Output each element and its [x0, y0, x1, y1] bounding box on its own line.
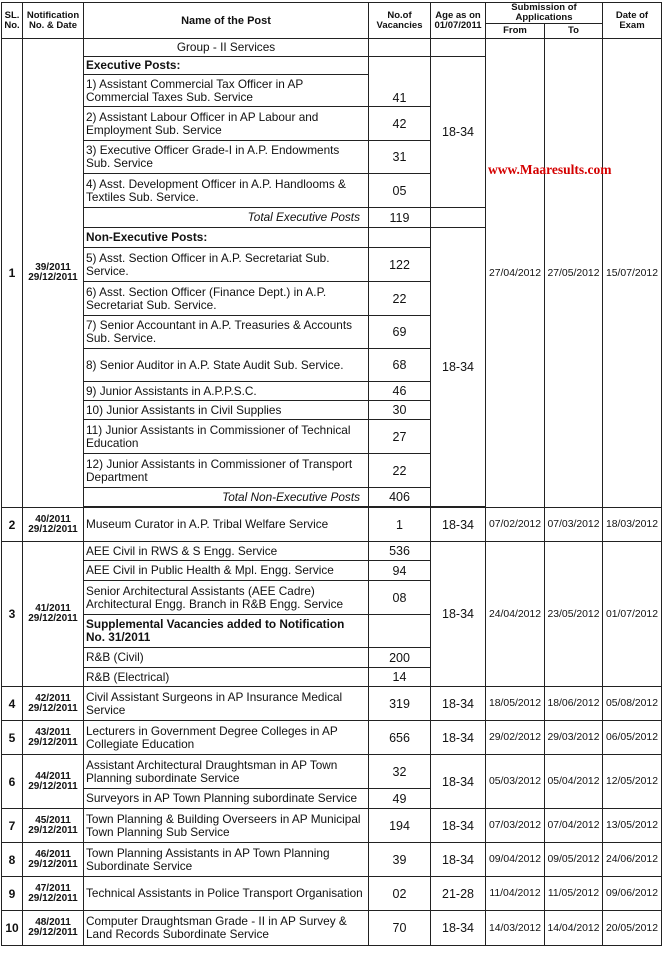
table-row — [2, 843, 662, 877]
post-name: Town Planning & Building Overseers in AP Municipal Town Planning Sub Service — [84, 809, 369, 843]
header-exam-date: Date of Exam — [603, 3, 662, 39]
from-date: 18/05/2012 — [486, 687, 545, 721]
vacancy-cell: 39 — [369, 843, 431, 877]
sl-cell: 10 — [2, 911, 23, 946]
vacancy-cell: 14 — [369, 668, 431, 687]
vacancy-cell: 41 — [369, 57, 431, 107]
header-vacancies: No.of Vacancies — [369, 3, 431, 39]
vacancy-cell: 22 — [369, 454, 431, 488]
vacancy-cell: 08 — [369, 581, 431, 615]
total-label: Total Executive Posts — [84, 208, 369, 228]
age-cell: 18-34 — [431, 228, 486, 507]
vacancy-cell: 194 — [369, 809, 431, 843]
to-date: 07/04/2012 — [545, 809, 603, 843]
post-name: 3) Executive Officer Grade-I in A.P. Endowments Sub. Service — [84, 141, 369, 174]
total-value: 406 — [369, 488, 431, 507]
vacancy-cell: 1 — [369, 508, 431, 542]
vacancy-cell: 22 — [369, 282, 431, 316]
header-notification: Notification No. & Date — [23, 3, 84, 39]
to-date: 11/05/2012 — [545, 877, 603, 911]
post-name: 8) Senior Auditor in A.P. State Audit Sub. Service. — [84, 349, 369, 382]
to-date: 23/05/2012 — [545, 542, 603, 687]
to-date: 27/05/2012 — [545, 39, 603, 508]
vacancy-cell: 02 — [369, 877, 431, 911]
from-date: 27/04/2012 — [486, 39, 545, 508]
post-name: Surveyors in AP Town Planning subordinate Service — [84, 789, 369, 809]
post-name: 11) Junior Assistants in Commissioner of Technical Education — [84, 420, 369, 454]
vacancy-cell: 05 — [369, 174, 431, 208]
empty-cell — [369, 615, 431, 648]
sl-cell: 7 — [2, 809, 23, 843]
group-title: Group - II Services — [84, 39, 369, 57]
exam-date: 01/07/2012 — [603, 542, 662, 687]
post-name: 9) Junior Assistants in A.P.P.S.C. — [84, 382, 369, 401]
post-name: 5) Asst. Section Officer in A.P. Secretariat Sub. Service. — [84, 248, 369, 282]
from-date: 24/04/2012 — [486, 542, 545, 687]
from-date: 05/03/2012 — [486, 755, 545, 809]
table-row — [2, 911, 662, 946]
header-submission: Submission of Applications — [486, 3, 603, 24]
post-name: 12) Junior Assistants in Commissioner of Transport Department — [84, 454, 369, 488]
empty-cell — [431, 208, 486, 228]
empty-cell — [431, 39, 486, 57]
to-date: 05/04/2012 — [545, 755, 603, 809]
table-row — [2, 542, 662, 561]
notification-cell: 45/2011 29/12/2011 — [23, 809, 84, 843]
post-name: AEE Civil in RWS & S Engg. Service — [84, 542, 369, 561]
table-row — [2, 721, 662, 755]
supplemental-title: Supplemental Vacancies added to Notification No. 31/2011 — [84, 615, 369, 648]
header-age: Age as on 01/07/2011 — [431, 3, 486, 39]
exam-date: 13/05/2012 — [603, 809, 662, 843]
post-name: Senior Architectural Assistants (AEE Cadre) Architectural Engg. Branch in R&B Engg. Service — [84, 581, 369, 615]
vacancy-cell: 68 — [369, 349, 431, 382]
exam-date: 20/05/2012 — [603, 911, 662, 946]
exam-date: 12/05/2012 — [603, 755, 662, 809]
post-name: 10) Junior Assistants in Civil Supplies — [84, 401, 369, 420]
total-value: 119 — [369, 208, 431, 228]
sl-cell: 6 — [2, 755, 23, 809]
post-name: R&B (Electrical) — [84, 668, 369, 687]
age-cell: 18-34 — [431, 508, 486, 542]
age-cell: 18-34 — [431, 542, 486, 687]
notification-cell: 39/2011 29/12/2011 — [23, 39, 84, 508]
exam-date: 06/05/2012 — [603, 721, 662, 755]
vacancy-cell: 27 — [369, 420, 431, 454]
from-date: 09/04/2012 — [486, 843, 545, 877]
vacancy-cell: 69 — [369, 316, 431, 349]
post-name: Technical Assistants in Police Transport Organisation — [84, 877, 369, 911]
age-cell: 18-34 — [431, 809, 486, 843]
table-row — [2, 809, 662, 843]
vacancy-cell: 32 — [369, 755, 431, 789]
empty-cell — [369, 39, 431, 57]
from-date: 29/02/2012 — [486, 721, 545, 755]
vacancy-cell: 319 — [369, 687, 431, 721]
vacancy-cell: 70 — [369, 911, 431, 946]
vacancy-cell: 536 — [369, 542, 431, 561]
age-cell: 18-34 — [431, 843, 486, 877]
to-date: 09/05/2012 — [545, 843, 603, 877]
notification-cell: 48/2011 29/12/2011 — [23, 911, 84, 946]
post-name: Lecturers in Government Degree Colleges in AP Collegiate Education — [84, 721, 369, 755]
to-date: 14/04/2012 — [545, 911, 603, 946]
from-date: 07/03/2012 — [486, 809, 545, 843]
to-date: 29/03/2012 — [545, 721, 603, 755]
sl-cell: 3 — [2, 542, 23, 687]
vacancy-cell: 30 — [369, 401, 431, 420]
post-name: 1) Assistant Commercial Tax Officer in AP Commercial Taxes Sub. Service — [84, 75, 369, 107]
vacancy-cell: 42 — [369, 107, 431, 141]
notification-cell: 42/2011 29/12/2011 — [23, 687, 84, 721]
sl-cell: 9 — [2, 877, 23, 911]
notification-cell: 43/2011 29/12/2011 — [23, 721, 84, 755]
sl-cell: 1 — [2, 39, 23, 508]
sl-cell: 5 — [2, 721, 23, 755]
table-row — [2, 755, 662, 789]
to-date: 07/03/2012 — [545, 508, 603, 542]
header-post-name: Name of the Post — [84, 3, 369, 39]
table-header-row — [2, 3, 662, 24]
notification-cell: 41/2011 29/12/2011 — [23, 542, 84, 687]
header-from: From — [486, 24, 545, 39]
table-row — [2, 687, 662, 721]
vacancy-cell: 49 — [369, 789, 431, 809]
notification-cell: 47/2011 29/12/2011 — [23, 877, 84, 911]
vacancy-cell: 200 — [369, 648, 431, 668]
from-date: 07/02/2012 — [486, 508, 545, 542]
post-name: 4) Asst. Development Officer in A.P. Handlooms & Textiles Sub. Service. — [84, 174, 369, 208]
age-cell: 18-34 — [431, 755, 486, 809]
vacancy-cell: 122 — [369, 248, 431, 282]
post-name: 2) Assistant Labour Officer in AP Labour and Employment Sub. Service — [84, 107, 369, 141]
notification-table — [1, 2, 662, 946]
total-label: Total Non-Executive Posts — [84, 488, 369, 507]
website-watermark: www.Maaresults.com — [488, 162, 612, 177]
exam-date: 24/06/2012 — [603, 843, 662, 877]
post-name: Town Planning Assistants in AP Town Planning Subordinate Service — [84, 843, 369, 877]
post-name: AEE Civil in Public Health & Mpl. Engg. Service — [84, 561, 369, 581]
notification-cell: 44/2011 29/12/2011 — [23, 755, 84, 809]
age-cell: 21-28 — [431, 877, 486, 911]
vacancy-cell: 31 — [369, 141, 431, 174]
from-date: 14/03/2012 — [486, 911, 545, 946]
notification-cell: 46/2011 29/12/2011 — [23, 843, 84, 877]
exam-date: 15/07/2012 — [603, 39, 662, 508]
vacancy-cell: 94 — [369, 561, 431, 581]
header-to: To — [545, 24, 603, 39]
post-name: R&B (Civil) — [84, 648, 369, 668]
vacancy-cell: 46 — [369, 382, 431, 401]
to-date: 18/06/2012 — [545, 687, 603, 721]
table-row — [2, 508, 662, 542]
sl-cell: 4 — [2, 687, 23, 721]
post-name: 7) Senior Accountant in A.P. Treasuries & Accounts Sub. Service. — [84, 316, 369, 349]
from-date: 11/04/2012 — [486, 877, 545, 911]
notification-cell: 40/2011 29/12/2011 — [23, 508, 84, 542]
age-cell: 18-34 — [431, 687, 486, 721]
table-row — [2, 39, 662, 57]
exam-date: 18/03/2012 — [603, 508, 662, 542]
exam-date: 05/08/2012 — [603, 687, 662, 721]
nonexec-posts-title: Non-Executive Posts: — [84, 228, 369, 248]
post-name: Computer Draughtsman Grade - II in AP Survey & Land Records Subordinate Service — [84, 911, 369, 946]
post-name: Civil Assistant Surgeons in AP Insurance Medical Service — [84, 687, 369, 721]
age-cell: 18-34 — [431, 57, 486, 208]
exec-posts-title: Executive Posts: — [84, 57, 369, 75]
post-name: Museum Curator in A.P. Tribal Welfare Service — [84, 508, 369, 542]
table-row — [2, 877, 662, 911]
empty-cell — [369, 228, 431, 248]
post-name: Assistant Architectural Draughtsman in AP Town Planning subordinate Service — [84, 755, 369, 789]
exam-date: 09/06/2012 — [603, 877, 662, 911]
sl-cell: 2 — [2, 508, 23, 542]
post-name: 6) Asst. Section Officer (Finance Dept.) in A.P. Secretariat Sub. Service. — [84, 282, 369, 316]
vacancy-cell: 656 — [369, 721, 431, 755]
age-cell: 18-34 — [431, 721, 486, 755]
age-cell: 18-34 — [431, 911, 486, 946]
sl-cell: 8 — [2, 843, 23, 877]
header-sl: SL. No. — [2, 3, 23, 39]
